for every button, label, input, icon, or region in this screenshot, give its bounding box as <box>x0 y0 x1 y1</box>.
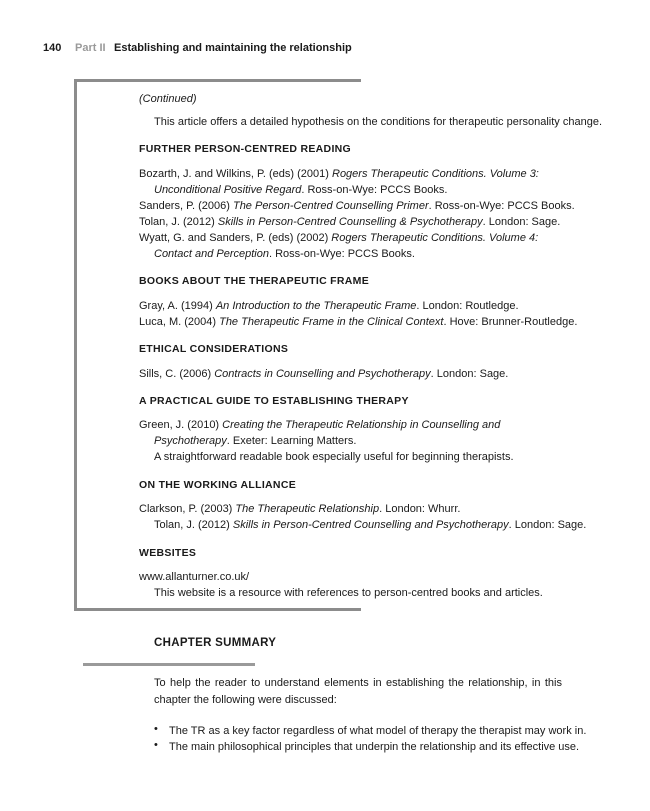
ref-text: . Ross-on-Wye: PCCS Books. <box>301 184 448 196</box>
reference-wyatt-cont <box>154 246 415 262</box>
ref-text: . London: Sage. <box>508 519 587 531</box>
chapter-summary-heading: CHAPTER SUMMARY <box>154 637 277 649</box>
continued-label: (Continued) <box>139 93 197 105</box>
ref-title: The Therapeutic Frame in the Clinical Context <box>219 316 444 328</box>
reference-clarkson <box>139 501 460 517</box>
page-number: 140 <box>43 42 62 54</box>
part-label: Part II <box>75 42 106 54</box>
ref-text: . Hove: Brunner-Routledge. <box>443 316 578 328</box>
ref-title: Skills in Person-Centred Counselling & Psychotherapy <box>217 216 483 228</box>
reference-tolan-alliance <box>154 517 586 533</box>
ref-text: Tolan, J. (2012) <box>154 519 233 531</box>
ref-text: . Exeter: Learning Matters. <box>226 435 357 447</box>
ref-text: . London: Routledge. <box>416 300 519 312</box>
reference-gray <box>139 298 519 314</box>
section-heading-working-alliance: ON THE WORKING ALLIANCE <box>139 479 297 491</box>
box-left-rule <box>74 79 77 611</box>
section-heading-therapeutic-frame: BOOKS ABOUT THE THERAPEUTIC FRAME <box>139 275 370 287</box>
reference-sanders <box>139 198 575 214</box>
ref-text: Luca, M. (2004) <box>139 316 220 328</box>
reference-tolan <box>139 214 560 230</box>
bullet-icon: • <box>154 723 158 735</box>
section-heading-further-reading: FURTHER PERSON-CENTRED READING <box>139 143 352 155</box>
bullet-icon: • <box>154 739 158 751</box>
reference-bozarth <box>139 166 539 182</box>
ref-title: Rogers Therapeutic Conditions. Volume 3: <box>332 168 539 180</box>
ref-text: . London: Whurr. <box>379 503 461 515</box>
ref-text: Wyatt, G. and Sanders, P. (eds) (2002) <box>139 232 332 244</box>
ref-text: Bozarth, J. and Wilkins, P. (eds) (2001) <box>139 168 332 180</box>
ref-text: Gray, A. (1994) <box>139 300 216 312</box>
ref-text: Clarkson, P. (2003) <box>139 503 236 515</box>
ref-title: Contact and Perception <box>154 248 269 260</box>
summary-bullet: The main philosophical principles that underpin the relationship and its effective use. <box>169 741 580 753</box>
intro-text: This article offers a detailed hypothesis on the conditions for therapeutic personality change. <box>154 116 603 128</box>
box-top-rule <box>74 79 361 82</box>
reference-green-cont <box>154 433 356 449</box>
reference-bozarth-cont <box>154 182 447 198</box>
ref-title: An Introduction to the Therapeutic Frame <box>215 300 417 312</box>
ref-title: The Person-Centred Counselling Primer <box>232 200 429 212</box>
ref-title: Contracts in Counselling and Psychotherapy <box>214 368 431 380</box>
summary-bullet: The TR as a key factor regardless of what model of therapy the therapist may work in. <box>169 725 587 737</box>
reference-sills <box>139 366 508 382</box>
ref-title: Creating the Therapeutic Relationship in Counselling and <box>222 419 501 431</box>
ref-text: Tolan, J. (2012) <box>139 216 218 228</box>
ref-text: . Ross-on-Wye: PCCS Books. <box>428 200 575 212</box>
running-title: Establishing and maintaining the relationship <box>114 42 352 54</box>
reference-green-note: A straightforward readable book especially useful for beginning therapists. <box>154 451 514 463</box>
ref-title: The Therapeutic Relationship <box>235 503 380 515</box>
chapter-summary-rule <box>83 663 255 666</box>
reference-green <box>139 417 500 433</box>
website-link[interactable]: www.allanturner.co.uk/ <box>139 571 250 583</box>
ref-title: Psychotherapy <box>154 435 227 447</box>
ref-text: Green, J. (2010) <box>139 419 223 431</box>
ref-text: . London: Sage. <box>430 368 509 380</box>
ref-title: Rogers Therapeutic Conditions. Volume 4: <box>331 232 539 244</box>
box-bottom-rule <box>74 608 361 611</box>
section-heading-ethical: ETHICAL CONSIDERATIONS <box>139 343 289 355</box>
reference-luca <box>139 314 577 330</box>
ref-title: Unconditional Positive Regard <box>154 184 302 196</box>
chapter-summary-intro: To help the reader to understand elements in establishing the relationship, in this chapter the following were discussed: <box>154 677 562 706</box>
ref-text: . Ross-on-Wye: PCCS Books. <box>268 248 415 260</box>
ref-title: Skills in Person-Centred Counselling and Psychotherapy <box>232 519 509 531</box>
website-note: This website is a resource with references to person-centred books and articles. <box>154 587 543 599</box>
reference-wyatt <box>139 230 538 246</box>
ref-text: Sanders, P. (2006) <box>139 200 233 212</box>
ref-text: . London: Sage. <box>482 216 561 228</box>
ref-text: Sills, C. (2006) <box>139 368 215 380</box>
section-heading-websites: WEBSITES <box>139 547 197 559</box>
section-heading-practical-guide: A PRACTICAL GUIDE TO ESTABLISHING THERAPY <box>139 395 409 407</box>
